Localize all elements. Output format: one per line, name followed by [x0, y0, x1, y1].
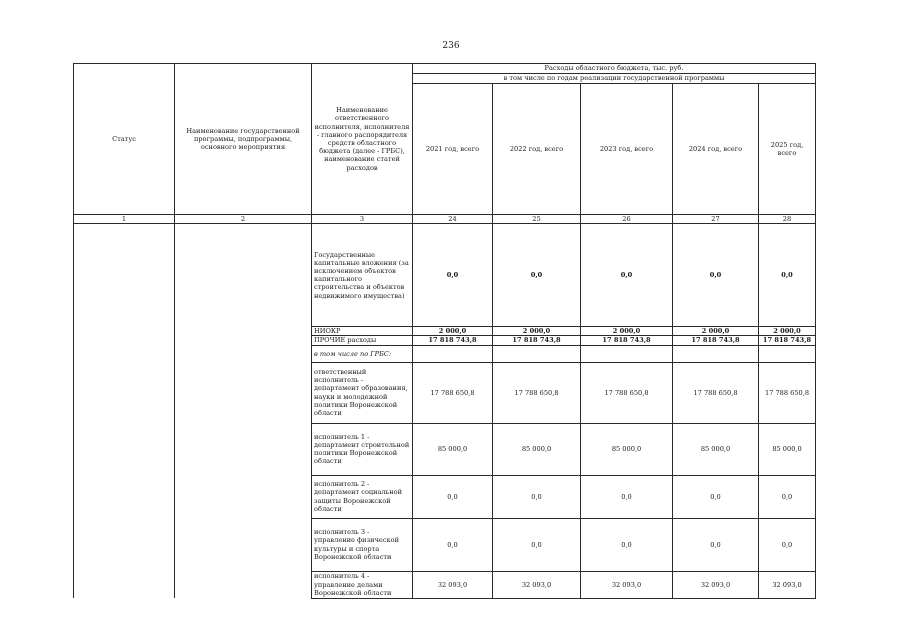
- value-cell: 0,0: [581, 518, 673, 571]
- column-number: 1: [74, 215, 175, 224]
- value-cell: 85 000,0: [493, 423, 581, 475]
- value-cell: 17 788 650,8: [493, 362, 581, 423]
- value-cell: [673, 345, 759, 362]
- value-cell: 17 818 743,8: [581, 336, 673, 345]
- value-cell: 0,0: [413, 475, 493, 518]
- value-cell: 85 000,0: [673, 423, 759, 475]
- value-cell: 17 788 650,8: [413, 362, 493, 423]
- table-row: [74, 224, 816, 327]
- value-cell: 2 000,0: [759, 327, 816, 336]
- value-cell: [493, 345, 581, 362]
- value-cell: 17 788 650,8: [673, 362, 759, 423]
- header-year-2025: 2025 год, всего: [759, 84, 816, 215]
- value-cell: 32 093,0: [493, 571, 581, 598]
- column-number: 27: [673, 215, 759, 224]
- value-cell: 17 818 743,8: [673, 336, 759, 345]
- value-cell: 0,0: [759, 224, 816, 327]
- value-cell: 0,0: [673, 475, 759, 518]
- program-name-cell: [175, 224, 312, 598]
- header-year-2021: 2021 год, всего: [413, 84, 493, 215]
- value-cell: 2 000,0: [413, 327, 493, 336]
- row-label: ПРОЧИЕ расходы: [312, 336, 413, 345]
- row-label: в том числе по ГРБС:: [312, 345, 413, 362]
- column-number: 2: [175, 215, 312, 224]
- value-cell: 17 788 650,8: [581, 362, 673, 423]
- value-cell: 85 000,0: [759, 423, 816, 475]
- value-cell: 0,0: [581, 224, 673, 327]
- value-cell: 17 818 743,8: [413, 336, 493, 345]
- header-year-2022: 2022 год, всего: [493, 84, 581, 215]
- row-label: НИОКР: [312, 327, 413, 336]
- value-cell: 85 000,0: [413, 423, 493, 475]
- header-status: Статус: [74, 64, 175, 215]
- column-number: 25: [493, 215, 581, 224]
- budget-table: [73, 63, 816, 599]
- value-cell: 0,0: [493, 224, 581, 327]
- row-label: исполнитель 4 - управление делами Воронежской области: [312, 571, 413, 598]
- value-cell: 0,0: [493, 475, 581, 518]
- row-label: ответственный исполнитель - департамент образования, науки и молодежной политики Воронежской области: [312, 362, 413, 423]
- status-cell: [74, 224, 175, 598]
- value-cell: [581, 345, 673, 362]
- column-number: 3: [312, 215, 413, 224]
- row-label: исполнитель 1 - департамент строительной политики Воронежской области: [312, 423, 413, 475]
- value-cell: 85 000,0: [581, 423, 673, 475]
- header-program-name: Наименование государственной программы, подпрограммы, основного мероприятия: [175, 64, 312, 215]
- header-executor-name: Наименование ответственного исполнителя, исполнителя - главного распорядителя средств областного бюджета (далее - ГРБС), наименование статей расходов: [312, 64, 413, 215]
- value-cell: 2 000,0: [673, 327, 759, 336]
- value-cell: [413, 345, 493, 362]
- value-cell: 0,0: [759, 518, 816, 571]
- value-cell: [759, 345, 816, 362]
- value-cell: 2 000,0: [493, 327, 581, 336]
- value-cell: 32 093,0: [581, 571, 673, 598]
- value-cell: 32 093,0: [759, 571, 816, 598]
- value-cell: 32 093,0: [413, 571, 493, 598]
- value-cell: 0,0: [759, 475, 816, 518]
- value-cell: 17 788 650,8: [759, 362, 816, 423]
- value-cell: 0,0: [493, 518, 581, 571]
- page-number: 236: [442, 41, 460, 51]
- row-label: Государственные капитальные вложения (за исключением объектов капитального строительства и объектов недвижимого имущества): [312, 224, 413, 327]
- value-cell: 2 000,0: [581, 327, 673, 336]
- row-label: исполнитель 3 - управление физической культуры и спорта Воронежской области: [312, 518, 413, 571]
- column-number: 26: [581, 215, 673, 224]
- value-cell: 17 818 743,8: [759, 336, 816, 345]
- header-year-2024: 2024 год, всего: [673, 84, 759, 215]
- header-expenses-title: Расходы областного бюджета, тыс. руб.: [413, 64, 816, 74]
- header-by-years-title: в том числе по годам реализации государственной программы: [413, 74, 816, 84]
- value-cell: 0,0: [581, 475, 673, 518]
- row-label: исполнитель 2 - департамент социальной защиты Воронежской области: [312, 475, 413, 518]
- value-cell: 0,0: [673, 224, 759, 327]
- header-row-1: [74, 64, 816, 74]
- column-number: 28: [759, 215, 816, 224]
- value-cell: 17 818 743,8: [493, 336, 581, 345]
- value-cell: 32 093,0: [673, 571, 759, 598]
- value-cell: 0,0: [413, 224, 493, 327]
- column-number: 24: [413, 215, 493, 224]
- value-cell: 0,0: [673, 518, 759, 571]
- header-year-2023: 2023 год, всего: [581, 84, 673, 215]
- column-number-row: [74, 215, 816, 224]
- value-cell: 0,0: [413, 518, 493, 571]
